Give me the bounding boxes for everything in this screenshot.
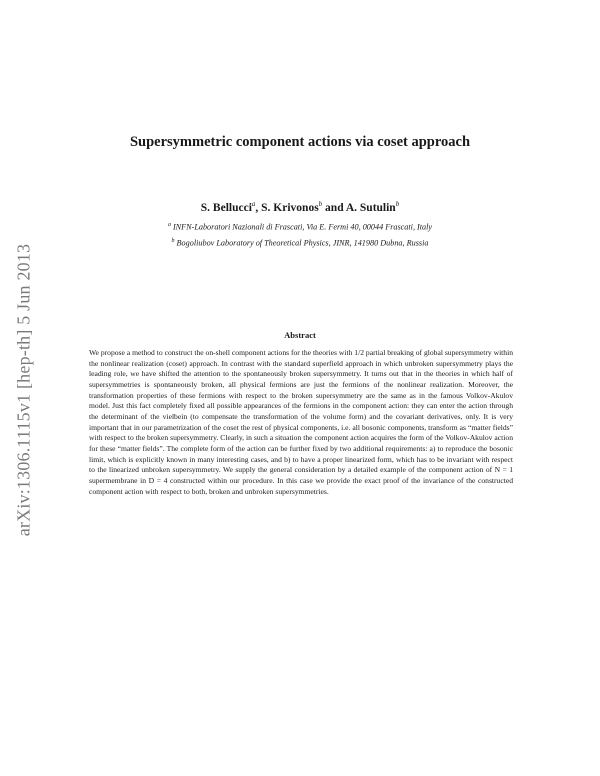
affiliation-a — [0, 222, 600, 232]
affiliation-mark: a — [167, 222, 171, 228]
author-name: A. Sutulin — [345, 201, 396, 214]
abstract-body: We propose a method to construct the on-shell component actions for the theories with 1/2 partial breaking of global supersymmetry within the nonlinear realization (coset) approach. In contrast with the standard superfield approach in which unbroken supersymmetry plays the leading role, we have shifted the attention to the spontaneously broken supersymmetry. It turns out that in the theories in which half of supersymmetries is spontaneously broken, all physical fermions are just the fermions of the nonlinear realization. Moreover, the transformation properties of these fermions with respect to the broken supersymmetry are the same as in the famous Volkov-Akulov model. Just this fact completely fixed all possible appearances of the fermions in the component action: they can enter the action through the determinant of the vielbein (to compensate the transformation of the volume form) and the covariant derivatives, only. It is very important that in our parametrization of the coset the rest of physical components, i.e. all bosonic components, transform as “matter fields” with respect to the broken supersymmetry. Clearly, in such a situation the component action acquires the form of the Volkov-Akulov action for these “matter fields”. The complete form of the action can be further fixed by two additional requirements: a) to reproduce the bosonic limit, which is explicitly known in many interesting cases, and b) to have a proper linearized form, which has to be invariant with respect to the linearized unbroken supersymmetry. We supply the general consideration by a detailed example of the component action of N = 1 supermembrane in D = 4 constructed within our procedure. In this case we provide the exact proof of the invariance of the constructed component action with respect to both, broken and unbroken supersymmetries. — [89, 348, 513, 496]
affiliation-mark: b — [171, 238, 175, 244]
author-affiliation-mark: b — [395, 200, 400, 208]
affiliation-text: INFN-Laboratori Nazionali di Frascati, Via E. Fermi 40, 00044 Frascati, Italy — [172, 222, 433, 232]
author-name: S. Bellucci — [200, 201, 252, 214]
paper-title: Supersymmetric component actions via coset approach — [129, 134, 471, 150]
author-list — [0, 200, 600, 214]
author-affiliation-mark: b — [318, 200, 323, 208]
author-separator: , — [255, 201, 262, 214]
author-separator: and — [322, 201, 346, 214]
abstract-heading: Abstract — [284, 330, 316, 340]
affiliation-text: Bogoliubov Laboratory of Theoretical Physics, JINR, 141980 Dubna, Russia — [176, 238, 429, 248]
author-name: S. Krivonos — [261, 201, 319, 214]
author-affiliation-mark: a — [251, 200, 256, 208]
arxiv-identifier-stamp — [8, 190, 40, 590]
affiliation-b — [0, 238, 600, 248]
arxiv-identifier-text: arXiv:1306.1115v1 [hep-th] 5 Jun 2013 — [13, 243, 34, 537]
